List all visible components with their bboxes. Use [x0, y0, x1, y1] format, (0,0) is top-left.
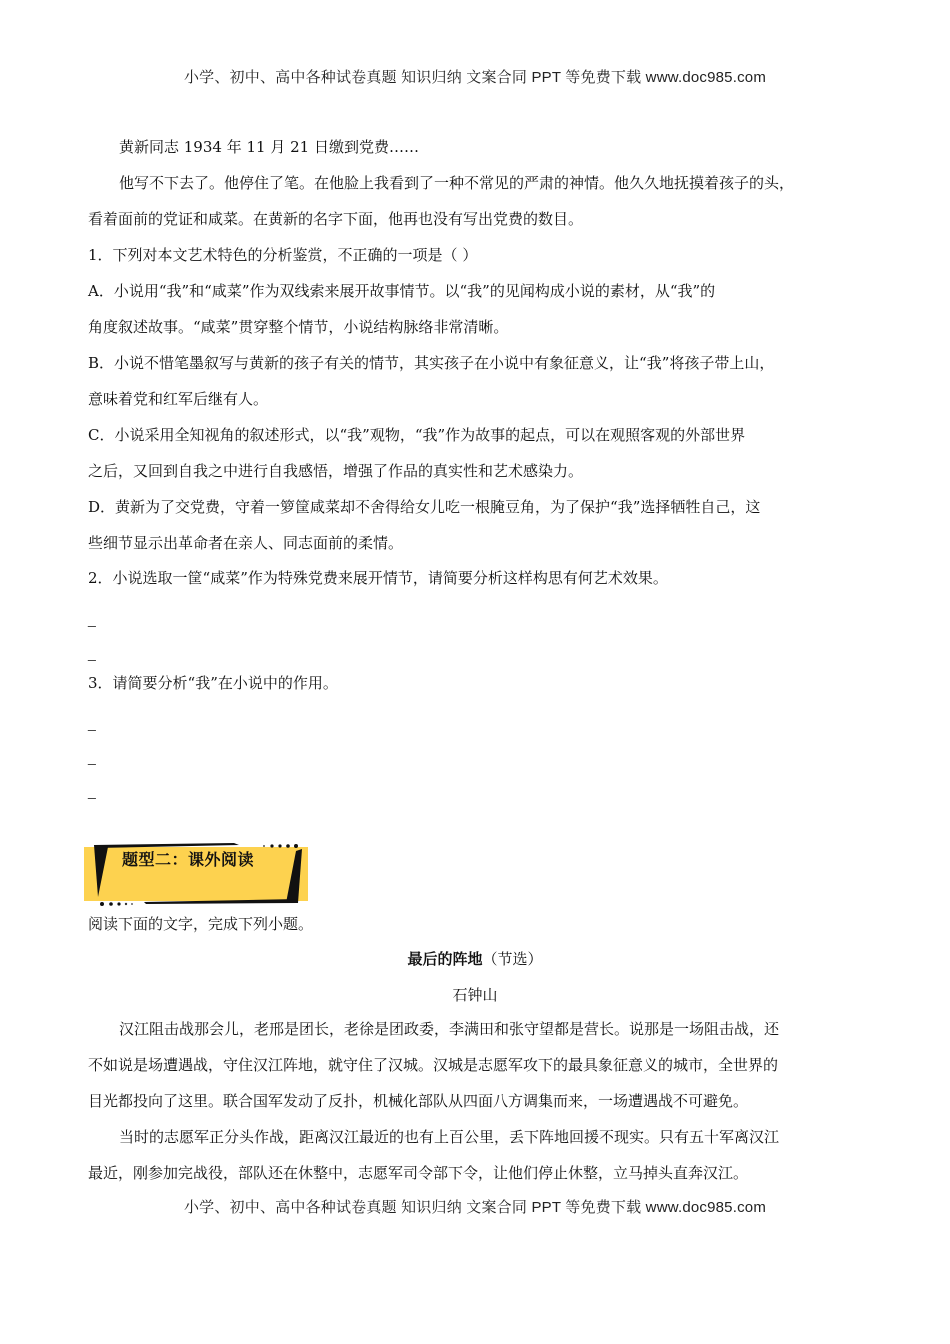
- header-watermark: 小学、初中、高中各种试卷真题 知识归纳 文案合同 PPT 等免费下载 www.doc985.com: [183, 69, 767, 86]
- section-title: 题型二：课外阅读: [122, 850, 255, 869]
- question-1-stem: 1．下列对本文艺术特色的分析鉴赏，不正确的一项是（ ）: [88, 246, 478, 264]
- article-paragraph-line: 汉江阻击战那会儿，老邢是团长，老徐是团政委，李满田和张守望都是营长。说那是一场阻击战，还: [119, 1020, 780, 1038]
- footer-watermark: 小学、初中、高中各种试卷真题 知识归纳 文案合同 PPT 等免费下载 www.doc985.com: [183, 1199, 767, 1216]
- passage-line: 他写不下去了。他停住了笔。在他脸上我看到了一种不常见的严肃的神情。他久久地抚摸着孩子的头，: [119, 174, 795, 192]
- answer-blank[interactable]: _: [88, 783, 96, 799]
- article-paragraph-line: 不如说是场遭遇战，守住汉江阵地，就守住了汉城。汉城是志愿军攻下的最具象征意义的城市，全世界的: [88, 1056, 779, 1074]
- article-title: 最后的阵地: [407, 950, 483, 968]
- section-instruction: 阅读下面的文字，完成下列小题。: [88, 915, 314, 933]
- article-author: 石钟山: [452, 986, 498, 1004]
- option-c-line2: 之后，又回到自我之中进行自我感悟，增强了作品的真实性和艺术感染力。: [88, 462, 584, 480]
- answer-blank[interactable]: _: [88, 715, 96, 731]
- option-b-line1: B．小说不惜笔墨叙写与黄新的孩子有关的情节，其实孩子在小说中有象征意义，让“我”将孩子带上山，: [88, 354, 775, 372]
- answer-blank[interactable]: _: [88, 611, 96, 627]
- answer-blank[interactable]: _: [88, 645, 96, 661]
- question-3-stem: 3．请简要分析“我”在小说中的作用。: [88, 674, 338, 692]
- article-title-block: [0, 948, 950, 969]
- passage-line: 看着面前的党证和咸菜。在黄新的名字下面，他再也没有写出党费的数目。: [88, 210, 584, 228]
- article-paragraph-line: 当时的志愿军正分头作战，距离汉江最近的也有上百公里，丢下阵地回援不现实。只有五十军离汉江: [119, 1128, 780, 1146]
- answer-blank[interactable]: _: [88, 749, 96, 765]
- question-2-stem: 2．小说选取一筐“咸菜”作为特殊党费来展开情节，请简要分析这样构思有何艺术效果。: [88, 569, 668, 587]
- passage-line: 黄新同志 1934 年 11 月 21 日缴到党费……: [119, 138, 419, 156]
- option-c-line1: C．小说采用全知视角的叙述形式，以“我”观物，“我”作为故事的起点，可以在观照客观的外部世界: [88, 426, 746, 444]
- option-b-line2: 意味着党和红军后继有人。: [88, 390, 269, 408]
- article-paragraph-line: 最近，刚参加完战役，部队还在休整中，志愿军司令部下令，让他们停止休整，立马掉头直奔汉江。: [88, 1164, 749, 1182]
- article-title-note: （节选）: [482, 950, 543, 968]
- option-a-line2: 角度叙述故事。“咸菜”贯穿整个情节，小说结构脉络非常清晰。: [88, 318, 509, 336]
- article-paragraph-line: 目光都投向了这里。联合国军发动了反扑，机械化部队从四面八方调集而来，一场遭遇战不可避免。: [88, 1092, 749, 1110]
- option-d-line2: 些细节显示出革命者在亲人、同志面前的柔情。: [88, 534, 404, 552]
- option-d-line1: D．黄新为了交党费，守着一箩筐咸菜却不舍得给女儿吃一根腌豆角，为了保护“我”选择牺牲自己，这: [88, 498, 761, 516]
- section-banner: [84, 847, 308, 901]
- option-a-line1: A．小说用“我”和“咸菜”作为双线索来展开故事情节。以“我”的见闻构成小说的素材，从“我”的: [88, 282, 716, 300]
